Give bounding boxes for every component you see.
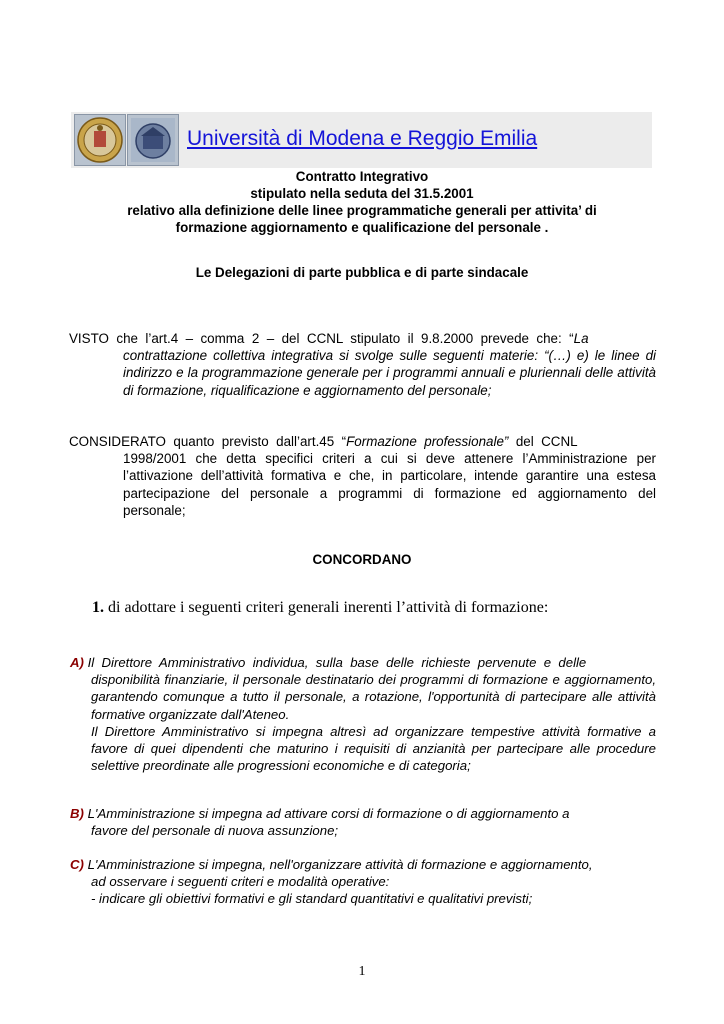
point-1-number: 1.: [92, 599, 104, 616]
considerato-lead-end: del CCNL: [508, 434, 578, 449]
university-name[interactable]: Università di Modena e Reggio Emilia: [187, 127, 538, 150]
contract-subject-line2: formazione aggiornamento e qualificazione del personale .: [175, 220, 549, 235]
item-a-first-line: Il Direttore Amministrativo individua, sulla base delle richieste pervenute e delle: [83, 655, 587, 670]
university-building-seal-icon: [127, 114, 179, 166]
item-c-bullet: - indicare gli obiettivi formativi e gli standard quantitativi e qualitativi previsti;: [91, 891, 533, 907]
visto-paragraph: [69, 330, 656, 399]
concordano-heading: CONCORDANO: [312, 552, 412, 567]
visto-continuation: contrattazione collettiva integrativa si svolge sulle seguenti materie: “(…) e) le linee di indirizzo e la programmazione generale per i programmi annuali e pluriennali delle attività di formazione, riqualificazione e aggiornamento del personale;: [123, 348, 656, 398]
visto-lead: VISTO che l’art.4 – comma 2 – del CCNL stipulato il 9.8.2000 prevede che: “: [69, 331, 574, 346]
item-a: [70, 654, 656, 774]
item-b-label: B): [70, 806, 84, 821]
item-a-label: A): [70, 655, 84, 670]
considerato-paragraph: [69, 433, 656, 519]
item-c-first-line: L'Amministrazione si impegna, nell'organizzare attività di formazione e aggiornamento,: [83, 857, 593, 872]
contract-date: stipulato nella seduta del 31.5.2001: [250, 186, 474, 201]
considerato-italic: Formazione professionale”: [346, 434, 509, 449]
visto-lead-italic: La: [573, 331, 589, 346]
item-c-continuation: ad osservare i seguenti criteri e modalità operative:: [91, 874, 390, 890]
item-b-continuation: favore del personale di nuova assunzione;: [91, 823, 339, 839]
item-a-continuation: disponibilità finanziarie, il personale destinatario dei programmi di formazione e aggiornamento, garantendo comunque a tutto il personale, a rotazione, l'opportunità di partecipare alle attività formative organizzate dall'Ateneo.: [91, 672, 656, 722]
university-seal-icon: [74, 114, 126, 166]
header-banner: [71, 112, 652, 168]
contract-title: Contratto Integrativo: [295, 169, 429, 184]
point-1: [92, 599, 548, 617]
item-c-label: C): [70, 857, 84, 872]
page-number: 1: [358, 964, 366, 979]
considerato-lead: CONSIDERATO quanto previsto dall’art.45 “: [69, 434, 347, 449]
item-a-second-paragraph: Il Direttore Amministrativo si impegna altresì ad organizzare tempestive attività formative a favore di quei dipendenti che maturino i requisiti di anzianità per partecipare alle procedure selettive preordinate alle progressioni economiche e di categoria;: [91, 723, 656, 774]
contract-subject-line1: relativo alla definizione delle linee programmatiche generali per attivita’ di: [127, 203, 597, 218]
item-c: [70, 856, 656, 908]
point-1-text: di adottare i seguenti criteri generali inerenti l’attività di formazione:: [104, 599, 549, 616]
item-b: [70, 805, 656, 839]
item-b-first-line: L'Amministrazione si impegna ad attivare corsi di formazione o di aggiornamento a: [83, 806, 570, 821]
delegations-heading: Le Delegazioni di parte pubblica e di parte sindacale: [195, 265, 529, 280]
considerato-continuation: 1998/2001 che detta specifici criteri a cui si deve attenere l’Amministrazione per l’attivazione dell’attività formativa e che, in particolare, intende garantire una estesa partecipazione del personale a programmi di formazione ed aggiornamento del personale;: [123, 451, 656, 518]
